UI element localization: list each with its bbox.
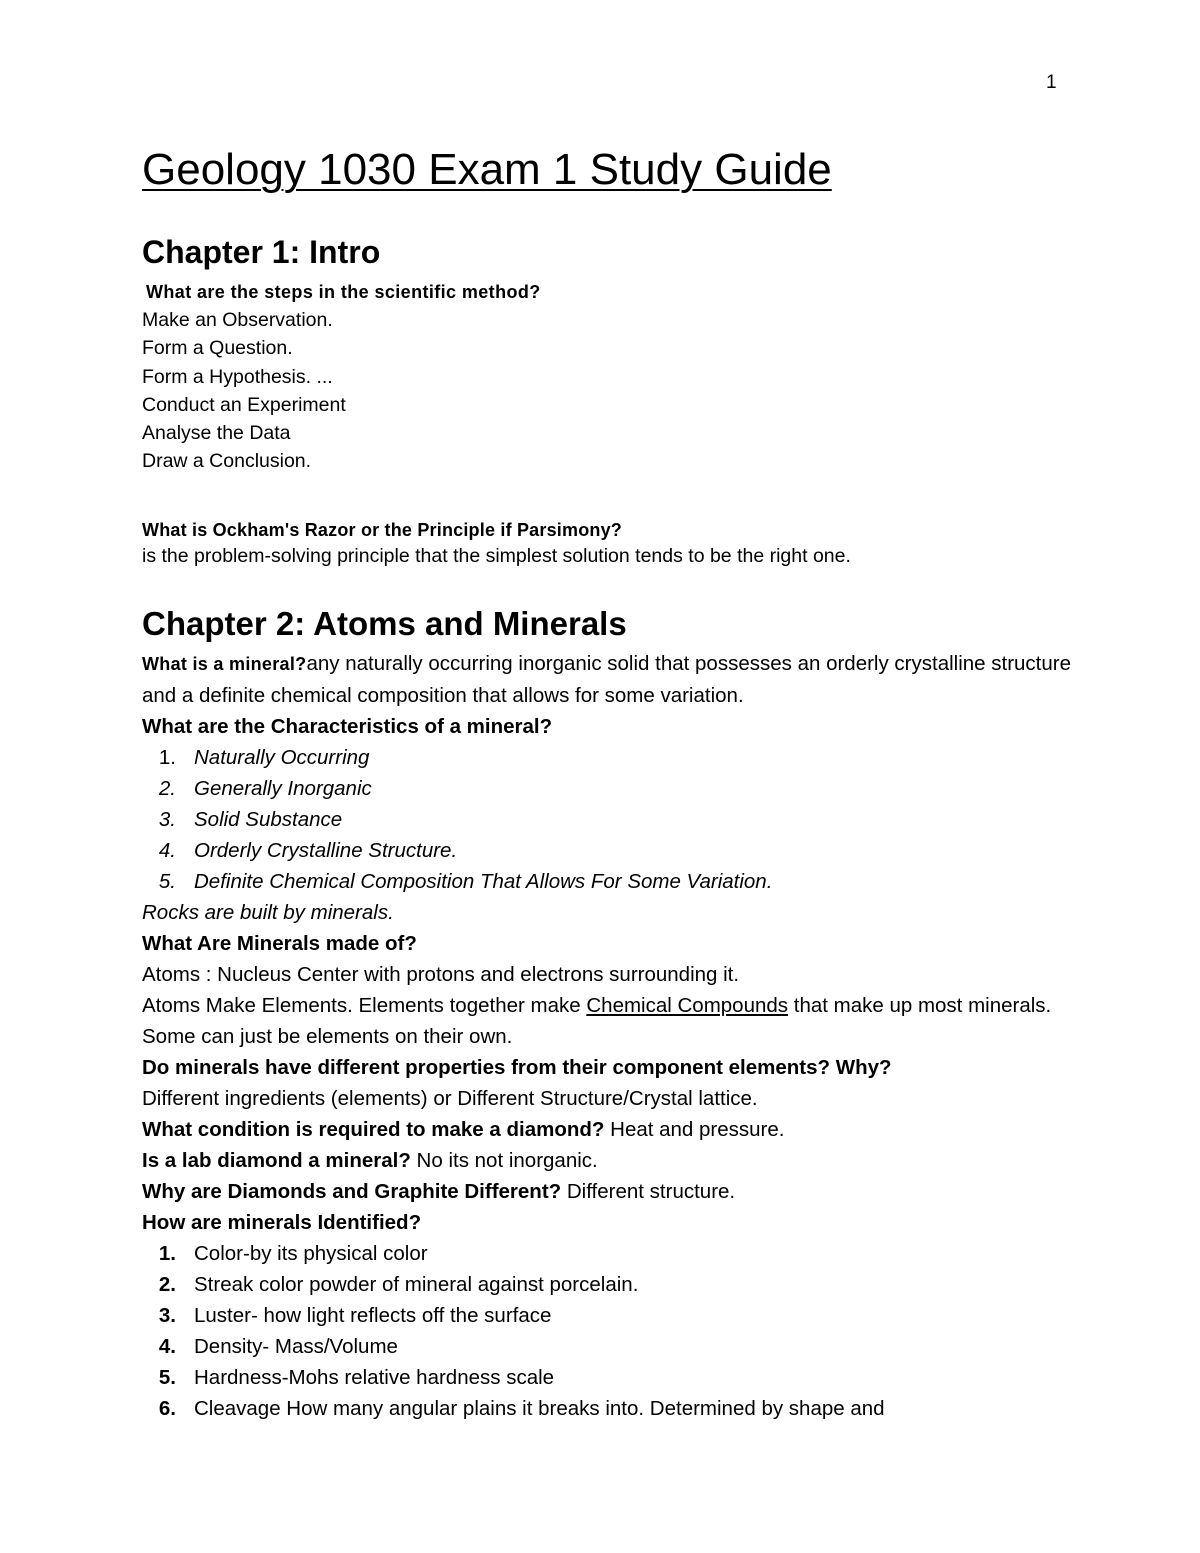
list-number: 6. xyxy=(158,1396,176,1420)
mineral-answer: any naturally occurring inorganic solid that possesses an orderly crystalline structure and a definite chemical composition that allows for some variation. xyxy=(142,651,1072,707)
scientific-method-question: What are the steps in the scientific method? xyxy=(146,282,541,302)
scientific-method-steps xyxy=(142,306,1082,476)
mineral-question: What is a mineral? xyxy=(142,653,307,674)
list-text: Cleavage How many angular plains it breaks into. Determined by shape and xyxy=(194,1396,885,1420)
characteristics-list xyxy=(142,742,1082,897)
step-item: Draw a Conclusion. xyxy=(142,450,312,473)
list-text: Naturally Occurring xyxy=(194,745,370,769)
list-item xyxy=(142,1269,1082,1300)
lab-diamond-line xyxy=(142,1145,1082,1176)
step-item: Form a Hypothesis. ... xyxy=(142,365,333,388)
list-text: Hardness-Mohs relative hardness scale xyxy=(194,1365,555,1389)
list-number: 5. xyxy=(158,1365,176,1389)
atoms-line: Atoms : Nucleus Center with protons and electrons surrounding it. xyxy=(142,962,740,986)
characteristics-question: What are the Characteristics of a mineral? xyxy=(142,714,553,738)
properties-question: Do minerals have different properties from their component elements? Why? xyxy=(142,1055,892,1079)
list-item xyxy=(142,1300,1082,1331)
chemical-compounds-link[interactable]: Chemical Compounds xyxy=(586,993,789,1017)
elements-paragraph xyxy=(142,990,1082,1052)
step-item: Make an Observation. xyxy=(142,309,333,331)
ockham-question: What is Ockham's Razor or the Principle if Parsimony? xyxy=(142,519,622,540)
elements-text: that make up most minerals. Some can just be elements on their own. xyxy=(142,993,1052,1048)
list-number: 2. xyxy=(158,776,176,800)
identification-list xyxy=(142,1238,1082,1424)
list-text: Generally Inorganic xyxy=(194,776,372,800)
lab-diamond-question: Is a lab diamond a mineral? xyxy=(142,1148,411,1172)
page-number: 1 xyxy=(1046,72,1057,93)
list-item xyxy=(142,835,1082,866)
list-number: 2. xyxy=(158,1272,176,1296)
step-item: Conduct an Experiment xyxy=(142,393,346,416)
list-number: 1. xyxy=(158,1241,176,1265)
list-number: 1. xyxy=(158,745,176,769)
rocks-note: Rocks are built by minerals. xyxy=(142,900,394,924)
chapter-2-heading: Chapter 2: Atoms and Minerals xyxy=(142,604,627,642)
document-title: Geology 1030 Exam 1 Study Guide xyxy=(142,145,832,194)
elements-text: Atoms Make Elements. Elements together make xyxy=(142,993,587,1017)
list-text: Orderly Crystalline Structure. xyxy=(194,838,458,862)
graphite-line xyxy=(142,1176,1082,1207)
list-text: Color-by its physical color xyxy=(194,1241,428,1265)
lab-diamond-answer: No its not inorganic. xyxy=(410,1148,598,1172)
step-item: Analyse the Data xyxy=(142,422,291,445)
ockham-answer: is the problem-solving principle that the simplest solution tends to be the right one. xyxy=(142,544,851,567)
made-of-question: What Are Minerals made of? xyxy=(142,931,417,955)
list-text: Solid Substance xyxy=(194,807,343,831)
list-item xyxy=(142,742,1082,773)
list-number: 4. xyxy=(158,1334,176,1358)
list-item xyxy=(142,1393,1082,1424)
list-text: Luster- how light reflects off the surface xyxy=(194,1303,552,1327)
graphite-answer: Different structure. xyxy=(561,1179,736,1203)
mineral-definition xyxy=(142,648,1082,711)
list-number: 4. xyxy=(158,838,176,862)
diamond-answer: Heat and pressure. xyxy=(604,1117,785,1141)
diamond-question: What condition is required to make a diamond? xyxy=(142,1117,605,1141)
list-item xyxy=(142,1238,1082,1269)
list-number: 3. xyxy=(158,807,176,831)
list-text: Density- Mass/Volume xyxy=(194,1334,398,1358)
identification-question: How are minerals Identified? xyxy=(142,1210,422,1234)
list-item xyxy=(142,804,1082,835)
list-item xyxy=(142,1362,1082,1393)
document-body xyxy=(142,138,1082,1424)
list-text: Streak color powder of mineral against porcelain. xyxy=(194,1272,639,1296)
list-text: Definite Chemical Composition That Allows For Some Variation. xyxy=(194,869,773,893)
list-item xyxy=(142,866,1082,897)
diamond-line xyxy=(142,1114,1082,1145)
chapter-1-heading: Chapter 1: Intro xyxy=(142,234,381,270)
step-item: Form a Question. xyxy=(142,337,293,360)
list-item xyxy=(142,1331,1082,1362)
list-item xyxy=(142,773,1082,804)
properties-answer: Different ingredients (elements) or Different Structure/Crystal lattice. xyxy=(142,1086,758,1110)
chapter-2-body xyxy=(142,648,1082,1424)
list-number: 3. xyxy=(158,1303,176,1327)
graphite-question: Why are Diamonds and Graphite Different? xyxy=(142,1179,562,1203)
list-number: 5. xyxy=(158,869,176,893)
